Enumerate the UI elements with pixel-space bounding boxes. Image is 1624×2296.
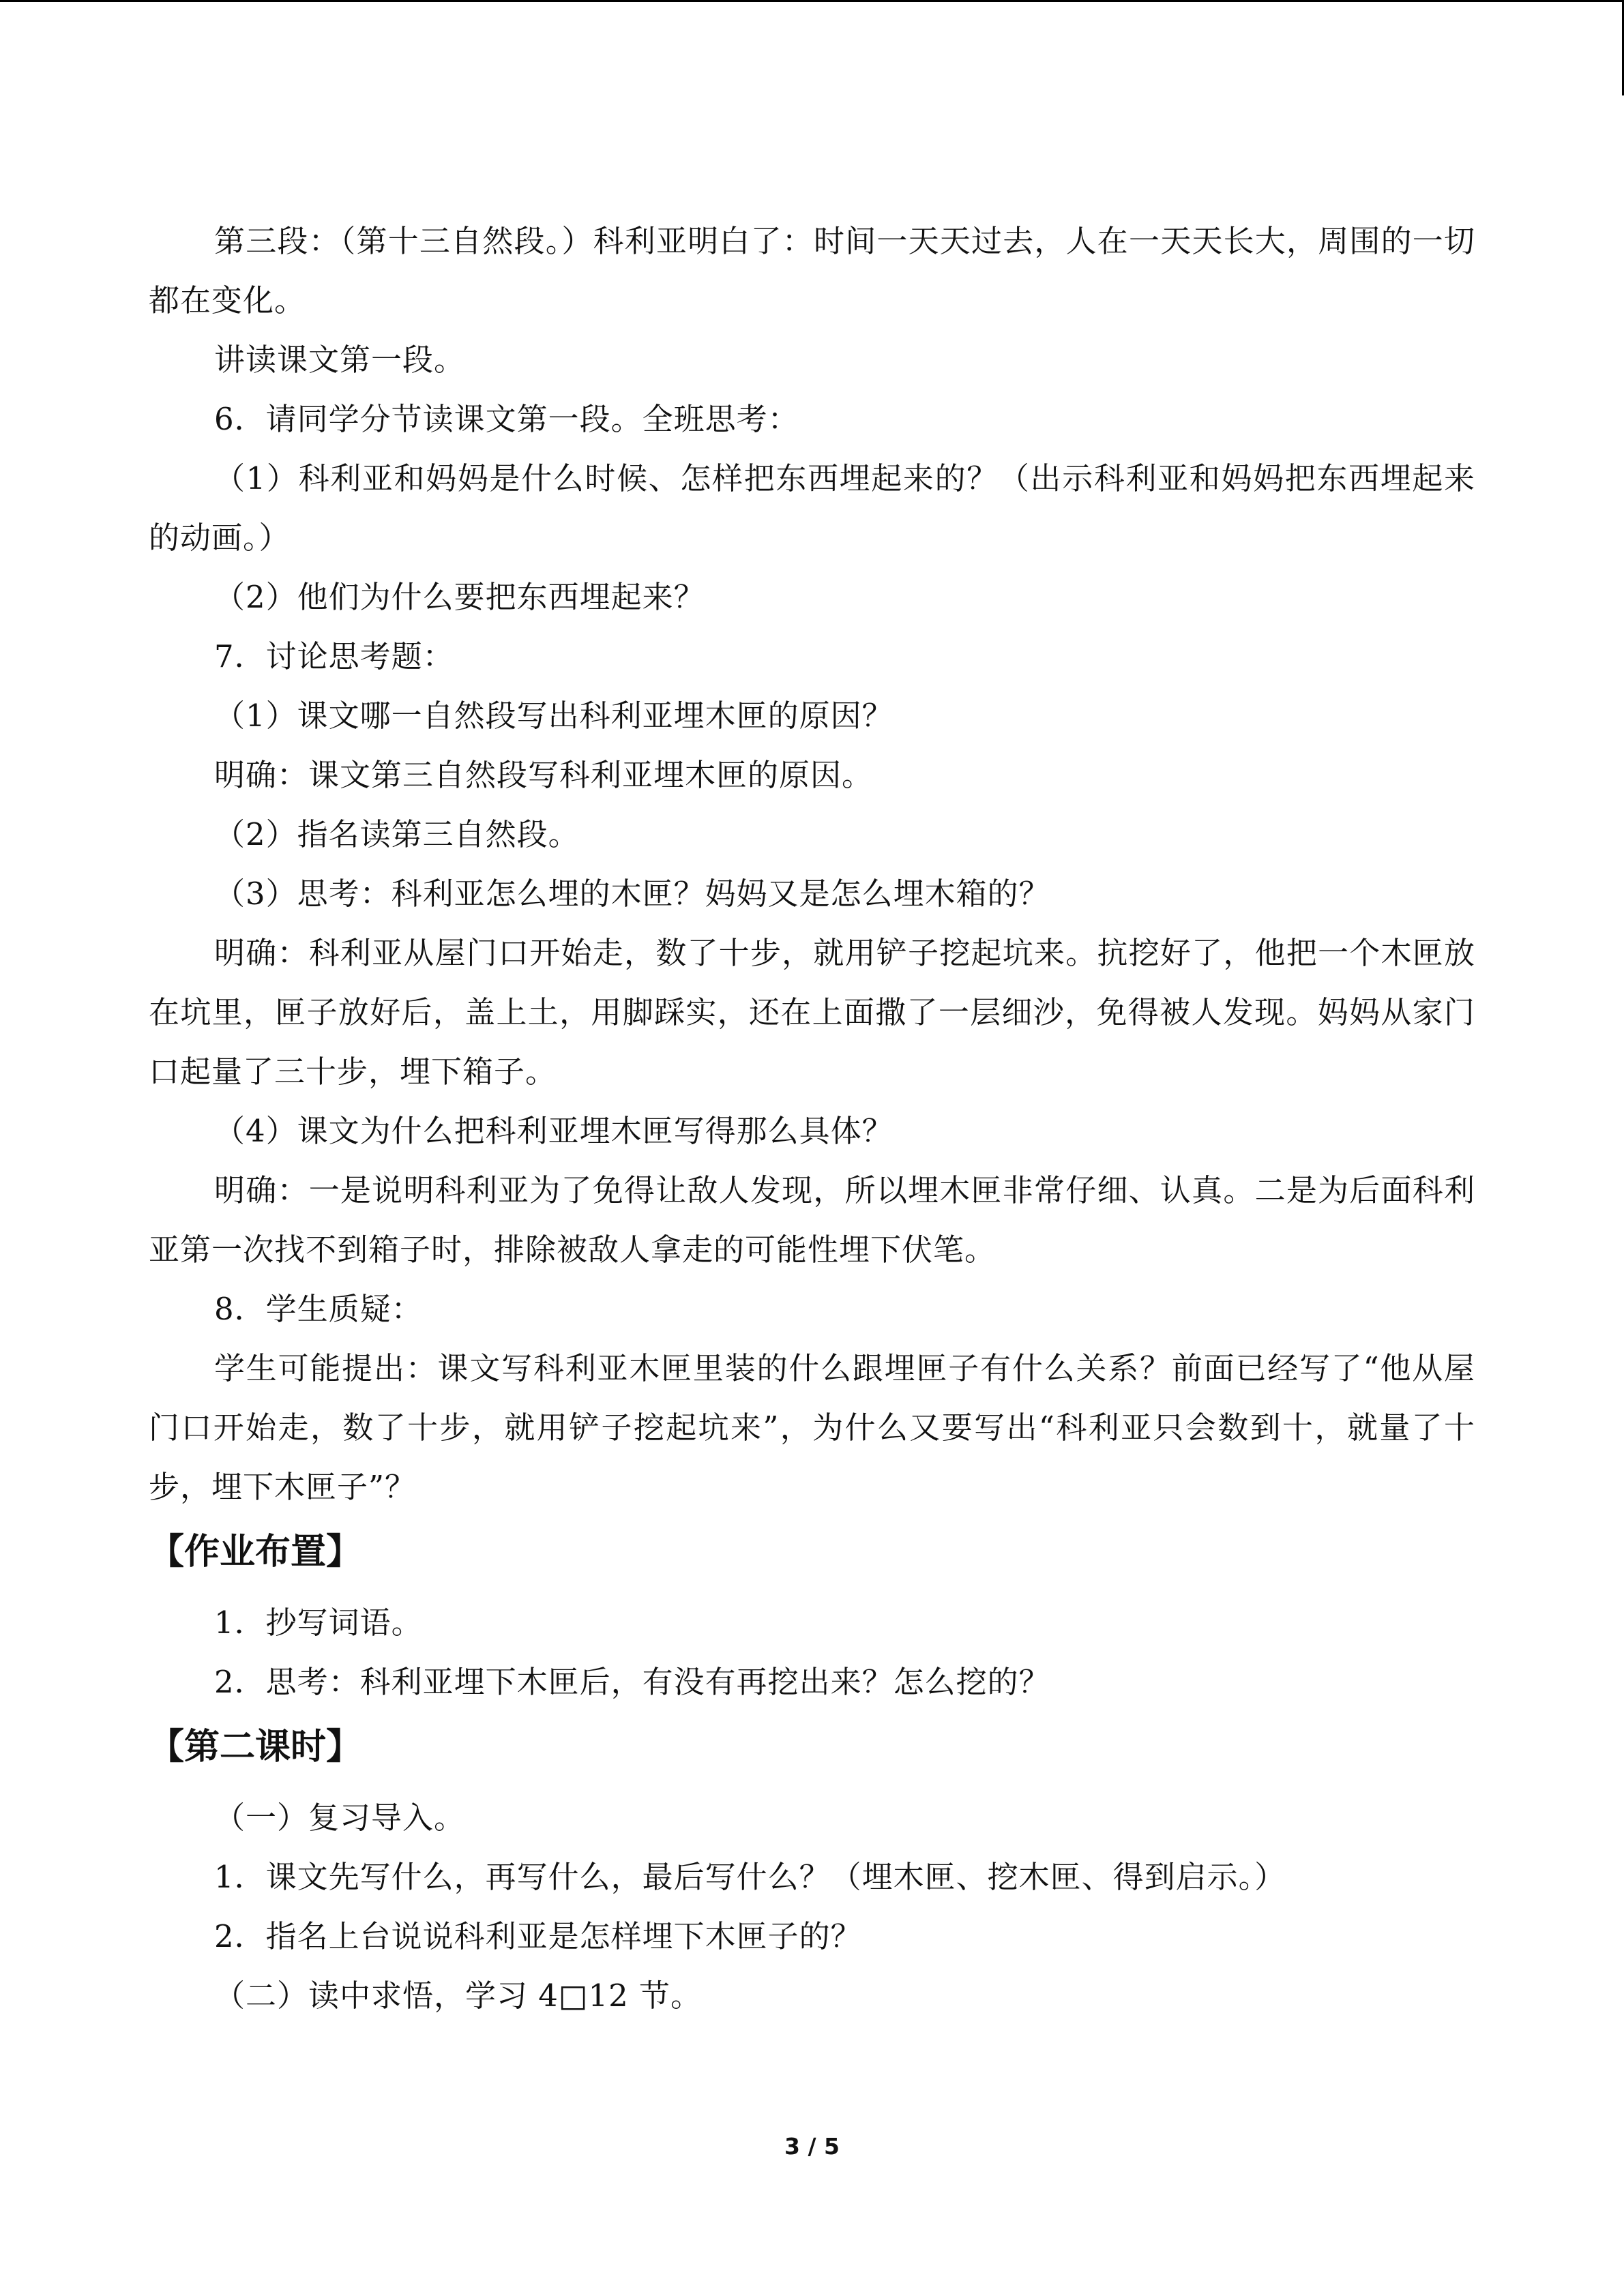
paragraph: （2）他们为什么要把东西埋起来？ bbox=[214, 579, 705, 615]
paragraph: （4）课文为什么把科利亚埋木匣写得那么具体？ bbox=[214, 1113, 894, 1149]
homework-item: 2．思考：科利亚埋下木匣后，有没有再挖出来？怎么挖的？ bbox=[214, 1664, 1050, 1700]
paragraph: （3）思考：科利亚怎么埋的木匣？妈妈又是怎么埋木箱的？ bbox=[214, 876, 1050, 912]
paragraph: 明确：课文第三自然段写科利亚埋木匣的原因。 bbox=[214, 757, 874, 793]
paragraph: 6．请同学分节读课文第一段。全班思考： bbox=[214, 401, 799, 437]
lesson-item: 2．指名上台说说科利亚是怎样埋下木匣子的？ bbox=[214, 1918, 862, 1954]
paragraph: 8．学生质疑： bbox=[214, 1291, 423, 1327]
section-heading-second-lesson: 【第二课时】 bbox=[149, 1727, 362, 1768]
paragraph: 第三段：（第十三自然段。）科利亚明白了：时间一天天过去，人在一天天长大，周围的一切都在变化。 bbox=[149, 223, 1475, 318]
paragraph: 7．讨论思考题： bbox=[214, 638, 454, 674]
paragraph: 讲读课文第一段。 bbox=[214, 342, 466, 378]
lesson-item: （一）复习导入。 bbox=[214, 1800, 466, 1836]
paragraph: （1）科利亚和妈妈是什么时候、怎样把东西埋起来的？（出示科利亚和妈妈把东西埋起来的动画。） bbox=[149, 460, 1475, 556]
paragraph: 学生可能提出：课文写科利亚木匣里装的什么跟埋匣子有什么关系？前面已经写了“他从屋门口开始走，数了十步，就用铲子挖起坑来”，为什么又要写出“科利亚只会数到十，就量了十步，埋下木匣子”？ bbox=[149, 1350, 1475, 1505]
top-border-line bbox=[0, 0, 1624, 2]
page-number: 3 / 5 bbox=[784, 2133, 840, 2160]
paragraph: （1）课文哪一自然段写出科利亚埋木匣的原因？ bbox=[214, 698, 894, 734]
paragraph: 明确：科利亚从屋门口开始走，数了十步，就用铲子挖起坑来。抗挖好了，他把一个木匣放在坑里，匣子放好后，盖上土，用脚踩实，还在上面撒了一层细沙，免得被人发现。妈妈从家门口起量了三十步，埋下箱子。 bbox=[149, 935, 1475, 1090]
lesson-item: 1．课文先写什么，再写什么，最后写什么？（埋木匣、挖木匣、得到启示。） bbox=[214, 1859, 1286, 1895]
section-heading-homework: 【作业布置】 bbox=[149, 1532, 362, 1572]
homework-item: 1．抄写词语。 bbox=[214, 1605, 423, 1641]
lesson-item: （二）读中求悟，学习 4□12 节。 bbox=[214, 1978, 703, 2014]
document-body bbox=[149, 211, 1475, 2025]
paragraph: 明确：一是说明科利亚为了免得让敌人发现，所以埋木匣非常仔细、认真。二是为后面科利亚第一次找不到箱子时，排除被敌人拿走的可能性埋下伏笔。 bbox=[149, 1172, 1475, 1268]
paragraph: （2）指名读第三自然段。 bbox=[214, 816, 580, 852]
